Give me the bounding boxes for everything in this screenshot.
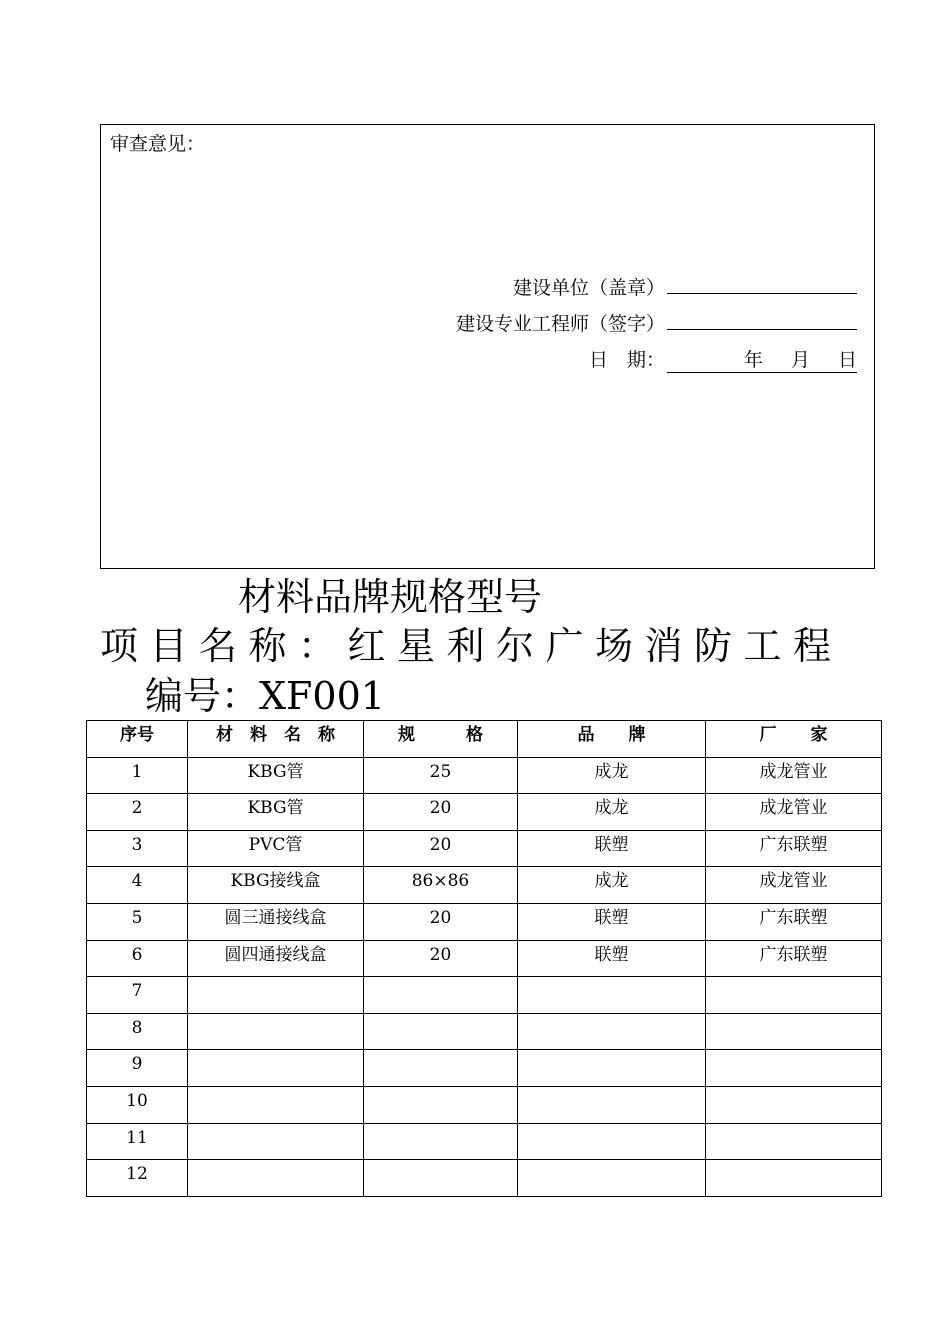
table-row (87, 940, 882, 977)
cell-spec (364, 977, 518, 1014)
cell-manufacturer (706, 1160, 882, 1197)
cell-material-name (188, 1013, 364, 1050)
cell-brand: 成龙 (518, 794, 706, 831)
document-title: 材料品牌规格型号 (238, 575, 543, 619)
cell-index: 8 (87, 1013, 188, 1050)
cell-brand: 联塑 (518, 830, 706, 867)
cell-index: 10 (87, 1086, 188, 1123)
cell-spec (364, 1123, 518, 1160)
cell-brand (518, 1086, 706, 1123)
date-label: 日 期： (588, 349, 665, 371)
review-opinion-label: 审查意见： (110, 133, 206, 155)
cell-material-name (188, 1160, 364, 1197)
cell-spec (364, 1013, 518, 1050)
cell-index: 3 (87, 830, 188, 867)
table-row (87, 1013, 882, 1050)
cell-material-name (188, 1086, 364, 1123)
header-index: 序号 (87, 721, 188, 758)
cell-material-name: PVC管 (188, 830, 364, 867)
cell-index: 4 (87, 867, 188, 904)
date-field[interactable] (667, 345, 857, 373)
cell-index: 7 (87, 977, 188, 1014)
cell-manufacturer: 成龙管业 (706, 794, 882, 831)
cell-brand: 联塑 (518, 903, 706, 940)
cell-index: 9 (87, 1050, 188, 1087)
cell-material-name (188, 1123, 364, 1160)
cell-spec: 20 (364, 830, 518, 867)
header-brand: 品 牌 (518, 721, 706, 758)
date-line (589, 345, 857, 373)
cell-index: 12 (87, 1160, 188, 1197)
table-row (87, 757, 882, 794)
cell-brand (518, 1160, 706, 1197)
cell-spec (364, 1050, 518, 1087)
cell-material-name (188, 977, 364, 1014)
cell-manufacturer: 成龙管业 (706, 867, 882, 904)
cell-spec: 20 (364, 940, 518, 977)
date-day: 日 (837, 349, 857, 371)
cell-spec: 20 (364, 903, 518, 940)
cell-material-name: 圆四通接线盒 (188, 940, 364, 977)
table-row (87, 794, 882, 831)
cell-material-name: 圆三通接线盒 (188, 903, 364, 940)
cell-brand: 成龙 (518, 757, 706, 794)
cell-manufacturer: 成龙管业 (706, 757, 882, 794)
table-row (87, 867, 882, 904)
cell-manufacturer (706, 977, 882, 1014)
cell-material-name (188, 1050, 364, 1087)
cell-spec: 86×86 (364, 867, 518, 904)
table-row (87, 830, 882, 867)
cell-index: 2 (87, 794, 188, 831)
cell-spec (364, 1086, 518, 1123)
cell-spec (364, 1160, 518, 1197)
construction-unit-seal-field[interactable] (667, 273, 857, 294)
document-code: 编号：XF001 (145, 674, 385, 718)
engineer-label: 建设专业工程师（签字） (455, 313, 665, 335)
engineer-signature-field[interactable] (667, 309, 857, 330)
project-name: 项目名称：红星利尔广场消防工程 (100, 624, 843, 668)
engineer-signature-line (456, 309, 857, 336)
table-row (87, 1086, 882, 1123)
table-header-row (87, 721, 882, 758)
cell-manufacturer (706, 1086, 882, 1123)
cell-material-name: KBG管 (188, 757, 364, 794)
cell-index: 5 (87, 903, 188, 940)
header-manufacturer: 厂 家 (706, 721, 882, 758)
cell-material-name: KBG接线盒 (188, 867, 364, 904)
date-year: 年 (743, 349, 763, 371)
table-row (87, 903, 882, 940)
cell-material-name: KBG管 (188, 794, 364, 831)
review-opinion-box (100, 124, 875, 569)
cell-manufacturer (706, 1050, 882, 1087)
materials-table (86, 720, 882, 1197)
cell-manufacturer: 广东联塑 (706, 940, 882, 977)
cell-brand (518, 1123, 706, 1160)
date-month: 月 (790, 349, 810, 371)
cell-brand (518, 977, 706, 1014)
cell-spec: 25 (364, 757, 518, 794)
cell-index: 11 (87, 1123, 188, 1160)
table-row (87, 977, 882, 1014)
table-row (87, 1160, 882, 1197)
table-row (87, 1050, 882, 1087)
cell-index: 6 (87, 940, 188, 977)
construction-unit-seal-line (513, 273, 857, 300)
cell-manufacturer (706, 1013, 882, 1050)
cell-brand (518, 1013, 706, 1050)
cell-brand (518, 1050, 706, 1087)
cell-brand: 联塑 (518, 940, 706, 977)
cell-manufacturer: 广东联塑 (706, 903, 882, 940)
cell-brand: 成龙 (518, 867, 706, 904)
cell-index: 1 (87, 757, 188, 794)
cell-manufacturer (706, 1123, 882, 1160)
header-spec: 规 格 (364, 721, 518, 758)
cell-spec: 20 (364, 794, 518, 831)
cell-manufacturer: 广东联塑 (706, 830, 882, 867)
table-row (87, 1123, 882, 1160)
construction-unit-label: 建设单位（盖章） (512, 277, 665, 299)
header-material-name: 材 料 名 称 (188, 721, 364, 758)
